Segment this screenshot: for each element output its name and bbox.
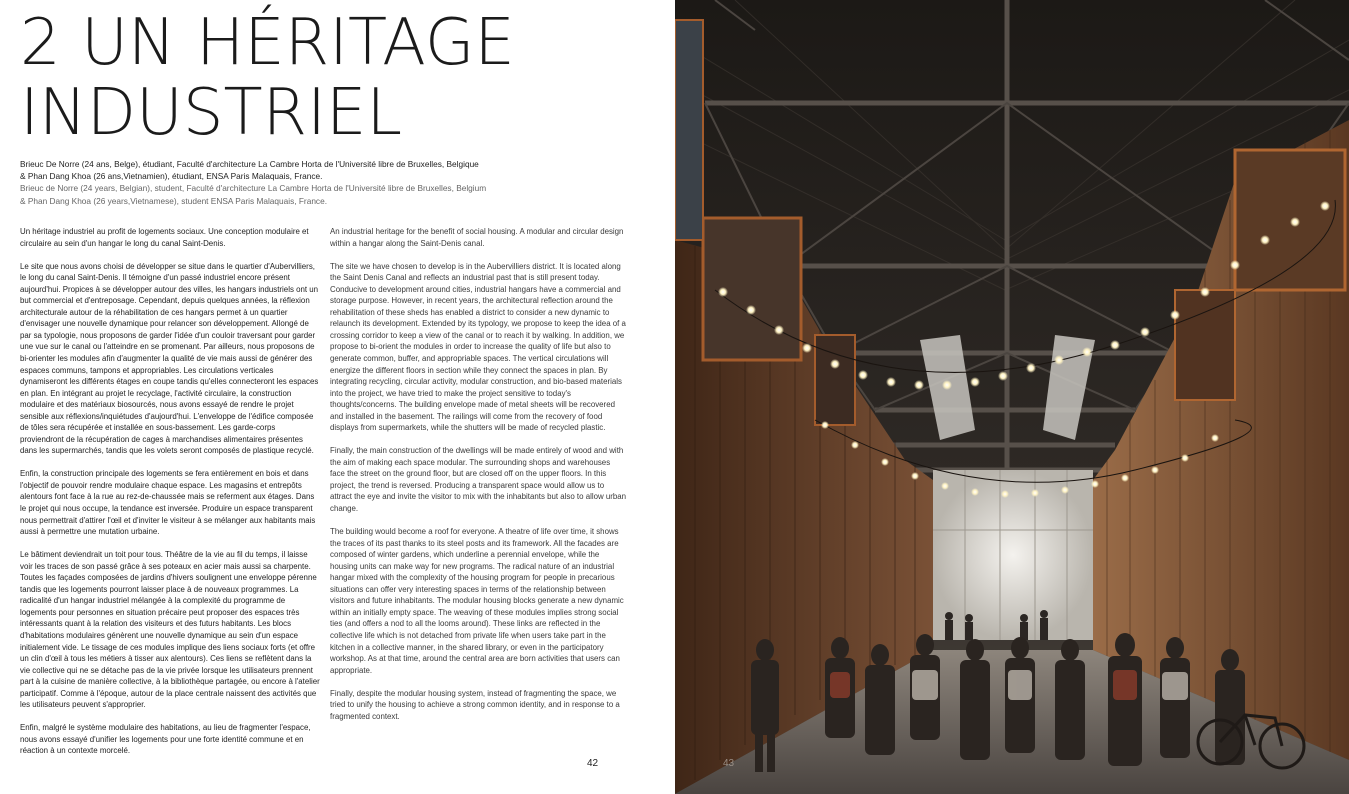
fr-paragraph-2: Le site que nous avons choisi de développer se situe dans le quartier d'Aubervilliers, le long du canal Saint-Denis. Il témoigne d'un passé industriel encore présent aujourd'hui. Propices à se développer autour des villes, les hangars industriels ont un but commercial et d'entreposage. Cependant, depuis quelques années, la réflexion architecturale autour de la réhabilitation de ces hangars permet à un quartier d'envisager une nouvelle dynamique pour relancer son développement. Allongé de par sa typologie, nous proposons de garder l'idée d'un couloir traversant pour garder une vue sur le canal ou l'atteindre en se promenant. Par ailleurs, nous proposons de bi-orienter les modules afin d'augmenter la qualité de vie mais aussi de générer des espaces communs, tampons et appropriables. Les circulations verticales dynamiseront les différents étages en coupe tandis qu'elles connecteront les espaces en plan. En intégrant au projet le recyclage, l'activité circulaire, la construction modulaire et des matériaux biosourcés, nous avons essayé de rendre le projet sensible aux réflexions/inquiétudes d'aujourd'hui. L'enveloppe de l'édifice composée de tôles sera récupérée et installée en sous-bassement. Les garde-corps proviendront de la récupération de cages à marchandises alimentaires présentes dans les supermarchés, tandis que les volets seront composés de plastique recyclé. (20, 261, 319, 456)
en-paragraph-3: Finally, the main construction of the dwellings will be made entirely of wood and with the aim of making each space modular. The surrounding shops and warehouses face the street on the ground floor, but are closed off on the upper floors. In this project, the trend is reversed. Producing a transparent space would allow us to attract the eye and invite the visitor to mix with the inhabitants but also to allow urban change. (330, 446, 627, 514)
fr-paragraph-1: Un héritage industriel au profit de logements sociaux. Une conception modulaire et circulaire au sein d'un hangar le long du canal Saint-Denis. (20, 227, 309, 248)
en-paragraph-4: The building would become a roof for everyone. A theatre of life over time, it shows the traces of its past thanks to its steel posts and its framework. All the facades are composed of winter gardens, which underline a perennial envelope, while the housing units can make way for new programs. The radical nature of an industrial hangar mixed with the complexity of the housing program for people in precarious situations can offer very interesting spaces in terms of the relationship between visitors and future inhabitants. The modular housing blocks generate a new dynamic within an initially empty space. The weaving of these modules implies strong social ties (and offers a nod to all the looms around). These links are reflected in the collective life which is not detached from private life when users take part in the kitchen in a collective manner, in the shared library, or even in the participatory workshop. As at that time, around the central area are born activities that users can appropriate. (330, 527, 624, 675)
french-column (20, 226, 320, 768)
title-line-1: 2 UN HÉRITAGE (20, 6, 515, 80)
fr-paragraph-3: Enfin, la construction principale des logements se fera entièrement en bois et dans l'objectif de pouvoir rendre modulaire chaque espace. Les magasins et entrepôts alentours font face à la rue au rez-de-chaussée mais se referment aux étages. Dans le projet qui nous occupe, la tendance est inversée. Produire un espace transparent nous permettrait d'attirer l'œil et d'inviter le visiteur à se mélanger aux habitants mais aussi à permettre une mutation urbaine. (20, 469, 316, 537)
authors-block (20, 158, 500, 207)
glass-end-wall (933, 470, 1093, 640)
right-upper-balcony (1235, 150, 1345, 290)
page-number-left: 42 (587, 758, 599, 769)
en-paragraph-2: The site we have chosen to develop is in the Aubervilliers district. It is located along the Saint Denis Canal and reflects an industrial past that is still present today. Conducive to development around cities, industrial hangars have a commercial and storage purpose. However, in recent years, the architectural reflection around the rehabilitation of these sheds has enabled a district to consider a new dynamic to relaunch its development. Extended by its typology, we propose to keep the idea of a crossing corridor to keep a view of the canal or to reach it by walking. In addition, we propose to bi-orient the modules in order to increase the quality of life but also to generate common, buffer, and appropriable spaces. The vertical circulations will energize the different floors in section while they connect the spaces in plan. By integrating recycling, circular activity, modular construction, and bio-based materials into the project, we have tried to make the project sensitive to today's thoughts/concerns. The building envelope made of metal sheets will be recovered and installed in the basement. The railings will come from the recovery of food displays from supermarkets, while the shutters will be made of recycled plastic. (330, 261, 626, 433)
authors-fr-line-2: & Phan Dang Khoa (26 ans,Vietnamien), étudiant, ENSA Paris Malaquais, France. (20, 171, 323, 182)
fr-paragraph-4: Le bâtiment deviendrait un toit pour tous. Théâtre de la vie au fil du temps, il laisse voir les traces de son passé grâce à ses poteaux en acier mais aussi sa charpente. Toutes les façades composées de jardins d'hivers soulignent une enveloppe pérenne tandis que les logements pourront laisser place à de nouveaux programmes. La radicalité d'un hangar industriel mélangée à la complexité du programme de logements pour personnes en situation précaire peut proposer des espaces très intéressants quant à la relation des visiteurs et des futurs habitants. Les blocs d'habitations modulaires génèrent une nouvelle dynamique au sein d'un espace initialement vide. Le tissage de ces modules implique des liens sociaux forts (et offre un clin d'œil à tous les métiers à tisser aux alentours). Ces liens se reflètent dans la vie collective qui ne se détache pas de la vie privée lorsque les utilisateurs prennent part à la cuisine de manière collective, à la bibliothèque partagée, ou encore à l'atelier participatif. Comme à l'époque, autour de la place centrale naissent des activités que les utilisateurs peuvent s'approprier. (20, 550, 320, 710)
title-line-2: INDUSTRIEL (20, 76, 403, 150)
english-column (330, 226, 627, 734)
left-glass-window (675, 20, 703, 240)
right-mid-balcony (1175, 290, 1235, 400)
en-paragraph-1: An industrial heritage for the benefit of social housing. A modular and circular design within a hangar along the Saint-Denis canal. (330, 227, 624, 248)
page-title (20, 8, 515, 148)
left-upper-balcony (703, 218, 801, 360)
authors-fr-line-1: Brieuc De Norre (24 ans, Belge), étudiant, Faculté d'architecture La Cambre Horta de l'Université libre de Bruxelles, Belgique (20, 159, 479, 169)
authors-en-line-1: Brieuc de Norre (24 years, Belgian), student, Faculté d'architecture La Cambre Horta de l'Université libre de Bruxelles, Belgium (20, 183, 487, 194)
hangar-rendering (675, 0, 1349, 794)
page-number-right: 43 (723, 758, 735, 769)
hangar-illustration (675, 0, 1349, 794)
left-mid-balcony (815, 335, 855, 425)
en-paragraph-5: Finally, despite the modular housing system, instead of fragmenting the space, we tried to unify the housing to achieve a strong common identity, and in response to a fragmented context. (330, 688, 620, 721)
authors-en-line-2: & Phan Dang Khoa (26 years,Vietnamese), student ENSA Paris Malaquais, France. (20, 195, 327, 206)
fr-paragraph-5: Enfin, malgré le système modulaire des habitations, au lieu de fragmenter l'espace, nous avons essayé d'unifier les logements pour une forte identité commune et en réaction à un contexte morcelé. (20, 723, 311, 756)
